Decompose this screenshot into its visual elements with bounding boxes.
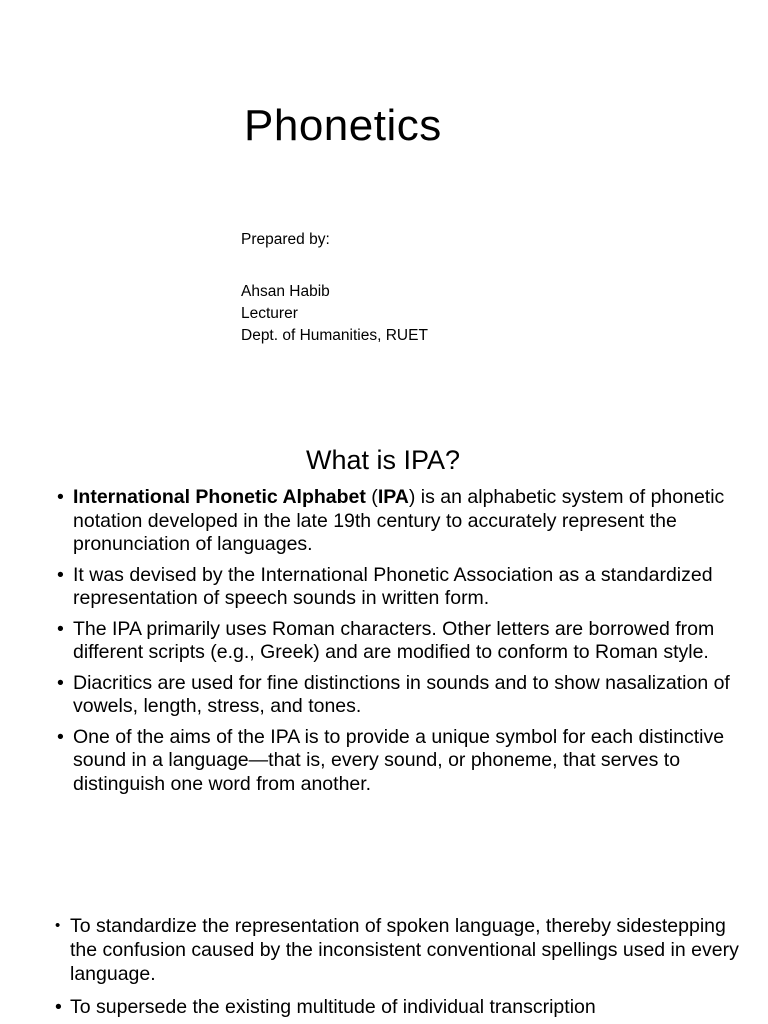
ipa-abbreviation: IPA [377, 486, 409, 508]
author-position: Lecturer [241, 305, 298, 322]
ipa-full-name: International Phonetic Alphabet [73, 486, 366, 508]
list-item: • It was devised by the International Phonetic Association as a standardized representation of speech sounds in written form. [55, 564, 755, 611]
list-item: • The IPA primarily uses Roman characters. Other letters are borrowed from different scripts (e.g., Greek) and are modified to conform to Roman style. [55, 618, 755, 665]
list-item: • To supersede the existing multitude of individual transcription [55, 995, 755, 1019]
ipa-bullet-list [55, 486, 755, 803]
author-credits [241, 229, 428, 347]
section-heading [0, 442, 768, 478]
bullet-text: ) is an alphabetic system of phonetic notation developed in the late 19th century to accurately represent the pronunciation of languages. [73, 486, 725, 555]
prepared-by-label: Prepared by: [241, 231, 330, 248]
list-item: • Diacritics are used for fine distinctions in sounds and to show nasalization of vowels, length, stress, and tones. [55, 672, 755, 719]
section-heading-text: What is IPA? [305, 445, 461, 475]
author-name: Ahsan Habib [241, 283, 330, 300]
author-department: Dept. of Humanities, RUET [241, 327, 428, 344]
bullet-text: ( [365, 486, 378, 508]
page-title: Phonetics [244, 101, 442, 150]
list-item: • One of the aims of the IPA is to provide a unique symbol for each distinctive sound in a language—that is, every sound, or phoneme, that serves to distinguish one word from another. [55, 726, 755, 797]
list-item [55, 486, 755, 557]
ipa-aims-list [55, 914, 755, 1024]
list-item: • To standardize the representation of spoken language, thereby sidestepping the confusion caused by the inconsistent conventional spellings used in every language. [55, 914, 755, 986]
